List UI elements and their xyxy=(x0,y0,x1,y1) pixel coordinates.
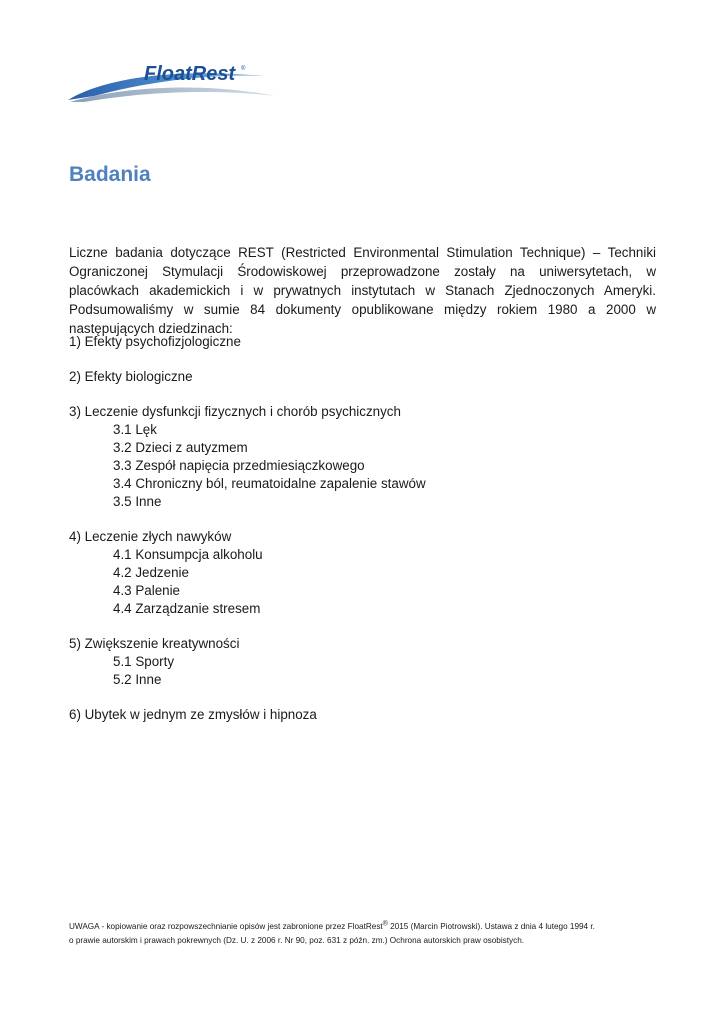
copyright-footer xyxy=(69,920,659,948)
svg-text:®: ® xyxy=(241,66,246,72)
subsection-item: 5.2 Inne xyxy=(113,672,162,687)
section-title: 5) Zwiększenie kreatywności xyxy=(69,636,240,651)
subsection-item: 4.1 Konsumpcja alkoholu xyxy=(113,547,263,562)
subsection-item: 3.2 Dzieci z autyzmem xyxy=(113,440,248,455)
subsection-item: 4.3 Palenie xyxy=(113,583,181,598)
research-section xyxy=(69,333,656,351)
footer-line-1: UWAGA - kopiowanie oraz rozpowszechnianie opisów jest zabronione przez FloatRest® 2015 (Marcin Piotrowski). Ustawa z dnia 4 lutego 1994 r. xyxy=(69,920,595,931)
footer-line-2: o prawie autorskim i prawach pokrewnych (Dz. U. z 2006 r. Nr 90, poz. 631 z późn. zm.) Ochrona autorskich praw osobistych. xyxy=(69,936,525,945)
subsection-item: 3.4 Chroniczny ból, reumatoidalne zapalenie stawów xyxy=(113,476,426,491)
subsection-item: 3.5 Inne xyxy=(113,494,162,509)
research-section xyxy=(69,368,656,386)
section-title: 6) Ubytek w jednym ze zmysłów i hipnoza xyxy=(69,707,317,722)
research-section xyxy=(69,528,656,618)
svg-text:FloatRest: FloatRest xyxy=(144,63,236,85)
intro-paragraph: Liczne badania dotyczące REST (Restricted Environmental Stimulation Technique) – Techniki Ograniczonej Stymulacji Środowiskowej przeprowadzone zostały na uniwersytetach, w placówkach akademickich i w prywatnych instytutach w Stanach Zjednoczonych Ameryki. Podsumowaliśmy w sumie 84 dokumenty opublikowane między rokiem 1980 a 2000 w następujących dziedzinach: xyxy=(69,245,656,336)
section-title: 2) Efekty biologiczne xyxy=(69,369,193,384)
subsection-item: 4.4 Zarządzanie stresem xyxy=(113,601,261,616)
section-title: 3) Leczenie dysfunkcji fizycznych i chorób psychicznych xyxy=(69,404,401,419)
subsection-item: 3.3 Zespół napięcia przedmiesiączkowego xyxy=(113,458,365,473)
page-title: Badania xyxy=(69,163,151,186)
subsection-item: 3.1 Lęk xyxy=(113,422,157,437)
section-title: 4) Leczenie złych nawyków xyxy=(69,529,232,544)
section-title: 1) Efekty psychofizjologiczne xyxy=(69,334,241,349)
floatrest-logo xyxy=(64,56,280,108)
subsection-item: 4.2 Jedzenie xyxy=(113,565,189,580)
subsection-item: 5.1 Sporty xyxy=(113,654,175,669)
research-areas-list xyxy=(69,333,656,741)
research-section xyxy=(69,706,656,724)
research-section xyxy=(69,403,656,511)
research-section xyxy=(69,635,656,689)
